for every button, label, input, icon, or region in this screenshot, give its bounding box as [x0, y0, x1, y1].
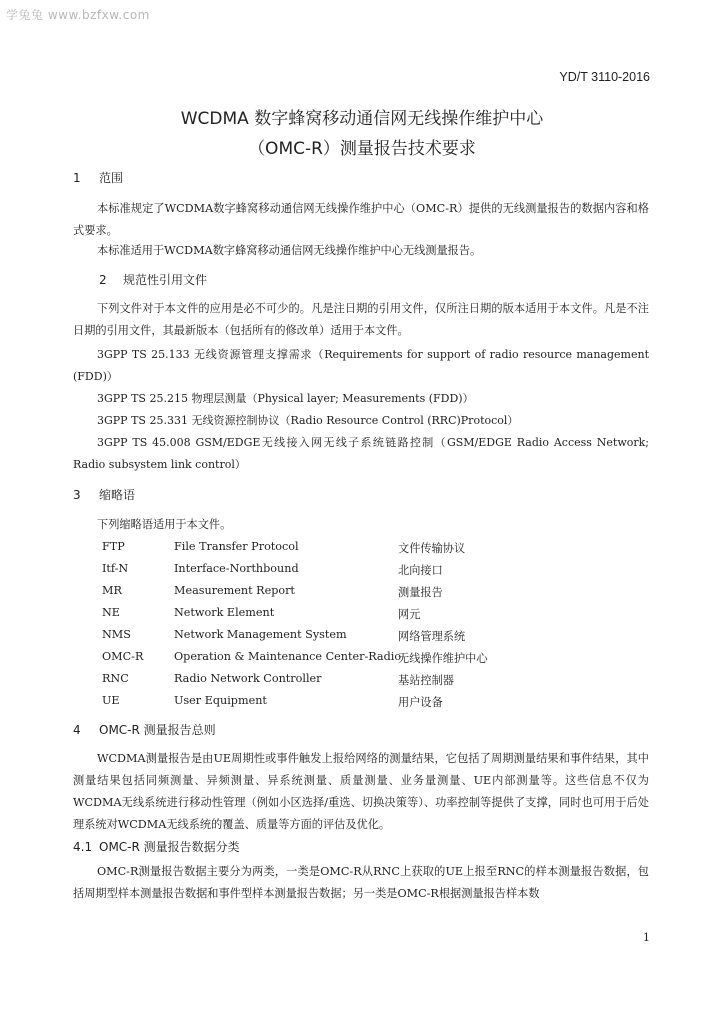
abbreviation-row [0, 540, 724, 561]
watermark: 学兔兔 www.bzfxw.com [6, 8, 150, 22]
abbreviation-english: Measurement Report [174, 584, 295, 597]
reference-text: 3GPP TS 25.215 物理层测量（Physical layer; Measurements (FDD)） [97, 392, 474, 405]
section-number: 4.1 [73, 840, 93, 854]
abbreviation-chinese: 网元 [398, 608, 421, 621]
section-3-heading [73, 486, 135, 503]
section-4-paragraph-1: WCDMA测量报告是由UE周期性或事件触发上报给网络的测量结果，它包括了周期测量结果和事件结果，其中测量结果包括同频测量、异频测量、异系统测量、质量测量、业务量测量、UE内部测量等。这些信息不仅为WCDMA无线系统进行移动性管理（例如小区选择/重选、切换决策等）、功率控制等提供了支撑，同时也可用于后处理系统对WCDMA无线系统的覆盖、质量等方面的评估及优化。 [73, 752, 649, 831]
section-title: 规范性引用文件 [123, 273, 208, 287]
reference-item [73, 344, 649, 388]
reference-text: 3GPP TS 25.133 无线资源管理支撑需求（Requirements for support of radio resource management (FDD)） [73, 348, 649, 383]
abbreviation-chinese: 无线操作维护中心 [398, 652, 488, 665]
abbreviation-chinese: 用户设备 [398, 696, 443, 709]
section-2-paragraph-1: 下列文件对于本文件的应用是必不可少的。凡是注日期的引用文件，仅所注日期的版本适用于本文件。凡是不注日期的引用文件，其最新版本（包括所有的修改单）适用于本文件。 [73, 302, 649, 337]
abbreviation-row [0, 584, 724, 605]
abbreviation-row [0, 628, 724, 649]
reference-item [73, 388, 649, 410]
section-title: 缩略语 [99, 488, 136, 502]
abbreviation-row [0, 606, 724, 627]
abbreviation-english: Network Management System [174, 628, 347, 641]
section-number: 1 [73, 171, 81, 185]
abbreviation-row [0, 694, 724, 715]
abbreviation: OMC-R [102, 650, 144, 663]
abbreviation-chinese: 网络管理系统 [398, 630, 466, 643]
section-title: OMC-R 测量报告总则 [99, 723, 216, 737]
abbreviation: Itf-N [102, 562, 129, 575]
section-3-intro: 下列缩略语适用于本文件。 [97, 518, 232, 531]
abbreviation-row [0, 672, 724, 693]
section-number: 4 [73, 723, 81, 737]
reference-text: 3GPP TS 25.331 无线资源控制协议（Radio Resource Control (RRC)Protocol） [97, 414, 519, 427]
abbreviation: UE [102, 694, 120, 707]
abbreviation-chinese: 基站控制器 [398, 674, 454, 687]
abbreviation-chinese: 北向接口 [398, 564, 443, 577]
abbreviation: NE [102, 606, 120, 619]
section-4-heading [73, 721, 216, 738]
section-4-1-heading [73, 838, 240, 855]
section-4-1-paragraph-1: OMC-R测量报告数据主要分为两类，一类是OMC-R从RNC上获取的UE上报至RNC的样本测量报告数据，包括周期型样本测量报告数据和事件型样本测量报告数据；另一类是OMC-R根据测量报告样本数 [73, 865, 649, 900]
abbreviation-english: Interface-Northbound [174, 562, 299, 575]
section-number: 2 [99, 273, 107, 287]
reference-item [73, 410, 649, 432]
abbreviation: MR [102, 584, 122, 597]
abbreviation-chinese: 文件传输协议 [398, 542, 466, 555]
abbreviation-english: User Equipment [174, 694, 267, 707]
abbreviation-row [0, 562, 724, 583]
page-number: 1 [643, 931, 650, 944]
abbreviation-row [0, 650, 724, 671]
abbreviation: FTP [102, 540, 125, 553]
document-title-line-1: WCDMA 数字蜂窝移动通信网无线操作维护中心 [180, 109, 544, 129]
section-title: OMC-R 测量报告数据分类 [99, 840, 240, 854]
section-2-heading [73, 271, 207, 288]
abbreviation-english: Radio Network Controller [174, 672, 322, 685]
standard-number: YD/T 3110-2016 [559, 70, 650, 84]
abbreviation: RNC [102, 672, 129, 685]
document-title-line-2: （OMC-R）测量报告技术要求 [248, 139, 476, 159]
abbreviation-chinese: 测量报告 [398, 586, 443, 599]
abbreviation-english: File Transfer Protocol [174, 540, 299, 553]
section-1-heading [73, 169, 123, 186]
abbreviation-english: Network Element [174, 606, 275, 619]
section-1-paragraph-2: 本标准适用于WCDMA数字蜂窝移动通信网无线操作维护中心无线测量报告。 [97, 244, 482, 257]
section-number: 3 [73, 488, 81, 502]
reference-item [73, 432, 649, 476]
section-1-paragraph-1: 本标准规定了WCDMA数字蜂窝移动通信网无线操作维护中心（OMC-R）提供的无线测量报告的数据内容和格式要求。 [73, 202, 649, 237]
section-title: 范围 [99, 171, 124, 185]
abbreviation-english: Operation & Maintenance Center-Radio [174, 650, 402, 663]
reference-text: 3GPP TS 45.008 GSM/EDGE无线接入网无线子系统链路控制（GSM/EDGE Radio Access Network; Radio subsystem link control） [73, 436, 649, 471]
abbreviation: NMS [102, 628, 131, 641]
